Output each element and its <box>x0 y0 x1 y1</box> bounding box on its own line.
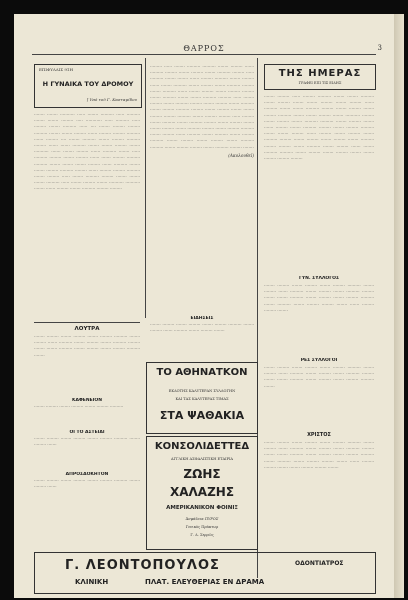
filler-text: ········ ········· ········ ········· ········ ········· ·········· ········ ········· ······· ·········· ········ ········· ········ ·········· ········· ········ ········ ·········· ········ ········· ········ ········· ·········· ········ ·········· ········ ········· ········· ········ ······· ········· ········· ········ <box>264 283 374 313</box>
feuilleton-title: Η ΓΥΝΑΙΚΑ ΤΟΥ ΔΡΟΜΟΥ <box>42 80 134 88</box>
ad-konsolidated-foinix: ΑΜΕΡΙΚΑΝΙΚΟΝ ΦΟΙΝΙΞ <box>166 505 238 511</box>
ad-athanaton-title: ΤΟ ΑΘΗΝΑΤΚΟΝ <box>156 367 248 378</box>
feuilleton-byline: [ Υπό τοῦ Γ. Κασταμίδου <box>86 97 137 102</box>
feuilleton-label: ΕΠΙΦΥΛΛΙΣ 91Η <box>39 67 73 72</box>
ad-leontopoulos-name: Γ. ΛΕΟΝΤΟΠΟΥΛΟΣ <box>65 558 220 573</box>
section-title: ΑΠΡΟΣΔΟΚΗΤΟΝ <box>65 472 109 477</box>
section-rule <box>34 322 140 323</box>
filler-text: ········ ········· ········ ········· ········ ········· ·········· <box>34 404 124 409</box>
section-title: ΡΕΣ ΣΥΛΛΟΓΟΙ <box>300 358 338 363</box>
section-title: ΚΑΦΕΝΕΙΟΝ <box>72 398 102 403</box>
column-3-rema <box>264 358 374 428</box>
newspaper-page <box>14 14 404 598</box>
filler-text: ········ ········· ········ ········· ········ ········· ·········· ········ ········· ······· ·········· ········ ········· ········ ·········· ········· ········ ········ ·········· ········ ········· ········ ········· ·········· ········ <box>34 334 140 358</box>
filler-text: ········ ········· ········ ········· ········ ········· ·········· ········ ········· ······· <box>34 478 140 490</box>
feuilleton-box <box>34 64 142 108</box>
ad-leontopoulos-address: ΠΛΑΤ. ΕΛΕΥΘΕΡΙΑΣ ΕΝ ΔΡΑΜΑ <box>145 578 265 586</box>
section-title: ΕΙΔΗΣΕΙΣ <box>190 316 214 321</box>
column-2-text <box>150 64 254 314</box>
column-2-lower <box>150 316 254 356</box>
feuilleton-signature: (Ακολουθεῖ) <box>228 152 254 158</box>
column-3-lower <box>264 276 374 356</box>
column-subtitle: ΓΡΑΦΕΙ ΕΠΙ ΤΙΣ ΕΙΔΗΣ <box>298 81 342 85</box>
section-title: ΟΙ ΤΟ ΑΣΤΕΙΑΙ <box>69 430 105 435</box>
asteiai-section <box>34 430 140 470</box>
masthead-name: ΘΑΡΡΟΣ <box>183 44 225 53</box>
ad-athanaton-line2: ΚΑΙ ΤΑΣ ΚΑΛΥΤΕΡΑΣ ΤΙΜΑΣ <box>175 397 229 401</box>
ad-konsolidated-pyros: Ἀσφάλεια ΠΥΡΟΣ <box>185 517 219 521</box>
ad-athanaton <box>146 362 258 434</box>
filler-text: ········ ········ ··········· ······ ········ ·········· ······ ·········· ········ ········ ········· ····· ············ ······ ·········· ······ ········· ········ ·········· ······ ···· ········ ········· ········· ·········· ········ ········ ········· ······· ········· ········· ·········· ······· ········· ···· ········ ·········· ········ ········· ·········· ········· ······· ······· ·········· ········ ········ ········· ········ ··········· ······· ········ ········· ······· ·········· ········ ······ ·········· ········· ········ ········· ······· ······· ········· ·········· ·········· ········ ········ ········ ········· ······· ·········· ········ ········ ········· ·········· ········· ······· ········· ········· ·········· ········ ········· ······ ········ ·········· ········· ········ ········ ········ ·········· ······ ········ ········· ········ ··········· ··········· ········ ······· ········· ········ ·········· ········· ········· <box>34 112 140 192</box>
kafeneion-section <box>34 398 140 428</box>
header-rule <box>32 54 376 55</box>
ad-konsolidated-title: ΚΟΝΣΟΛΙΔΕΤΤΕΔ <box>154 441 250 452</box>
ad-leontopoulos <box>34 552 376 594</box>
ad-konsolidated-sub: ΑΓΓΛΙΚΗ ΑΣΦΑΛΙΣΤΙΚΗ ΕΤΑΙΡΙΑ <box>170 457 234 461</box>
filler-text: ········ ········· ······ ········· ·········· ········ ········ ·········· ········ ········· ········ ········ ········· ········ ········· ······· ·········· ········ ········ ·········· ········· ········ ········· ········ ········· ·········· ········ ········ ········· ········ ··········· ········· ········ ········· ········ ·········· ·········· ········ ········· ········ ······· ········· ········ ·········· ········· ········ ········· ·········· ········ ········ ········· ······· ········· ········ ········· ········ ·········· ········· ········ ········· ········ ········· ········ ·········· ········· ········· ········ ·········· ········ ········· ······· ········ ·········· ·········· ········ ········· ········ ········· ········ ········ ········· ········· ········· <box>264 94 374 162</box>
ad-konsolidated-agent2: Γ. Δ. Σερρῶς <box>190 533 214 537</box>
page-number: 3 <box>377 44 382 52</box>
filler-text: ········· ······ ········ ·········· ·········· ········ ········· ······· ·········· ········· ········ ········· ········ ·········· ········· ······ ·········· ········ ········ ······· ········· ·········· ········ ········· ······· ········ ·········· ········ ········· ········ ·········· ········· ········ ·········· ······· ········ ········· ········ ········· ········· ········ ·········· ········ ········ ·········· ·········· ······ ········ ········· ········ ·········· ········· ········ ········· ········ ·········· ········ ········· ·········· ········· ········ ········· ········ ········ ········· ········· ·········· ········ ········· ········· ······ ········· ········ ·········· ········ ·········· ········· ········ ········· ········ ········ ········· ········ ·········· ········· ········ ········· ·········· ········ ········· ······· ·········· ········ ·········· ········ ········· ·········· ········ ········· ········ ········· ········ ·········· ·········· ········ ········· ········· ········ ·········· ········· ········ <box>150 64 254 150</box>
ad-konsolidated-chalaz: ΧΑΛΑΖΗΣ <box>169 485 235 499</box>
section-title: ΓΥΝ. ΣΥΛΛΟΓΟΣ <box>298 276 340 281</box>
ad-athanaton-line1: ΕΚΔΟΤΗΣ ΚΑΛΥΤΕΡΑΝ ΣΥΛΛΟΓΗΝ <box>168 389 236 393</box>
section-title: ΧΡΙΣΤΟΣ <box>307 432 331 438</box>
column-3-khriston <box>264 432 374 542</box>
column-title-box <box>264 64 376 90</box>
ad-athanaton-line3: ΣΤΑ ΨΑΘΑΚΙΑ <box>159 409 245 422</box>
column-3-text <box>264 94 374 274</box>
section-title: ΛΟΥΤΡΑ <box>74 326 100 332</box>
ad-leontopoulos-clinic: ΚΛΙΝΙΚΗ <box>75 578 109 586</box>
filler-text: ········ ········· ········ ········· ········ ········· ·········· ········ ········· ······· ·········· ········ ········· ········ ·········· ········· ········ ········ ·········· ········ ········· ········ ········· ·········· ········ ·········· ········ ········· ········· ········ ······· ········· ········· ········ ········ ········· ········· ········ <box>264 440 374 470</box>
column-1-text <box>34 112 140 322</box>
page-spine <box>394 14 404 598</box>
ad-konsolidated-zois: ΖΩΗΣ <box>183 467 221 481</box>
aprosp-section <box>34 472 140 512</box>
ad-konsolidated-agent: Γενικὸς Πράκτωρ <box>185 525 219 529</box>
ad-konsolidated <box>146 436 258 550</box>
column-divider-1 <box>145 58 146 318</box>
filler-text: ········ ········· ········ ········· ········ ········· ·········· ········ ········· ······· ·········· ········ ········· ········ ·········· ········· ········ ········ ·········· ········ ········· ········ ········· ·········· ········ <box>264 365 374 389</box>
loutra-section <box>34 326 140 396</box>
ad-leontopoulos-tag: ΟΔΟΝΤΙΑΤΡΟΣ <box>295 560 344 567</box>
column-title: ΤΗΣ ΗΜΕΡΑΣ <box>278 68 362 79</box>
filler-text: ········ ········· ········ ········· ········ ········· ·········· ········ ········· ······· <box>34 436 140 448</box>
filler-text: ········ ········· ········ ········· ········ ········· ·········· ········ ········· ······· ·········· ········ ········· ········ <box>150 322 254 334</box>
